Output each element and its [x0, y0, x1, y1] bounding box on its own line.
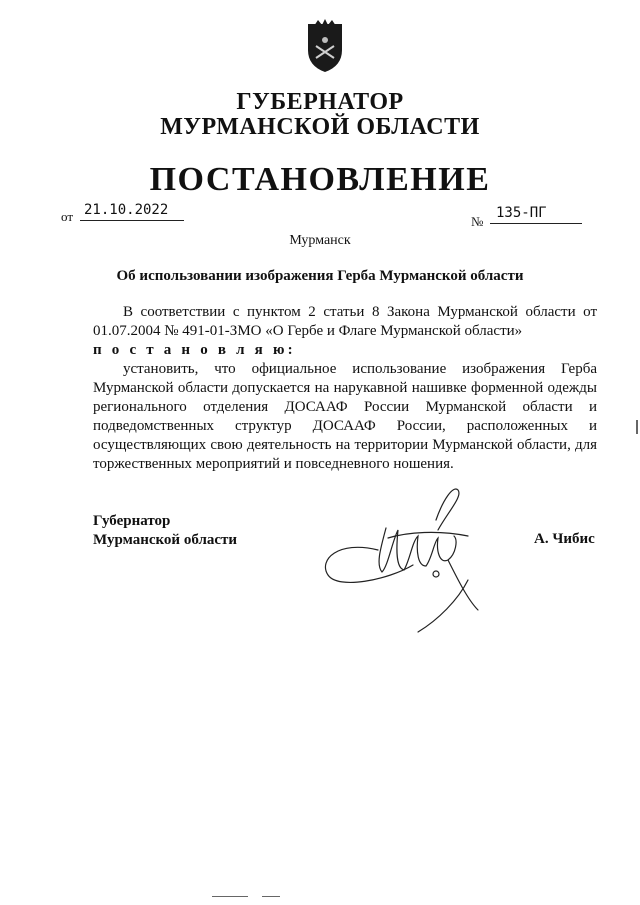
document-number: 135-ПГ [490, 203, 582, 224]
signatory-title-line2: Мурманской области [93, 532, 238, 548]
preamble-paragraph: В соответствии с пунктом 2 статьи 8 Закона Мурманской области от 01.07.2004 № 491-01-ЗМО «О Гербе и Флаге Мурманской области» [93, 304, 597, 339]
place-of-issue: Мурманск [289, 233, 351, 248]
resolution-paragraph: установить, что официальное использование изображения Герба Мурманской области допускается на нарукавной нашивке форменной одежды регионального отделения ДОСААФ России Мурманской области и подведомственных структур ДОСААФ России, расположенных и осуществляющих свою деятельность на территории Мурманской области, для торжественных мероприятий и повседневного ношения. [93, 361, 597, 472]
decree-word: п о с т а н о в л я ю: [93, 342, 296, 358]
handwritten-signature [318, 480, 518, 640]
signatory-title-line1: Губернатор [93, 513, 171, 529]
signatory-title [93, 512, 237, 550]
scan-edge-mark [636, 420, 638, 434]
document-subject: Об использовании изображения Герба Мурманской области [116, 268, 524, 284]
document-date: 21.10.2022 [80, 200, 184, 221]
number-prefix: № [471, 214, 484, 229]
document-body [93, 303, 597, 474]
signatory-name: А. Чибис [534, 531, 595, 547]
issuer-title-line2: МУРМАНСКОЙ ОБЛАСТИ [160, 114, 480, 140]
date-prefix: от [61, 209, 74, 224]
coat-of-arms-icon [302, 16, 348, 74]
issuer-title-line1: ГУБЕРНАТОР [236, 89, 404, 115]
document-type-title: ПОСТАНОВЛЕНИЕ [149, 161, 491, 198]
scan-edge-mark [262, 896, 280, 897]
scan-edge-mark [212, 896, 248, 897]
